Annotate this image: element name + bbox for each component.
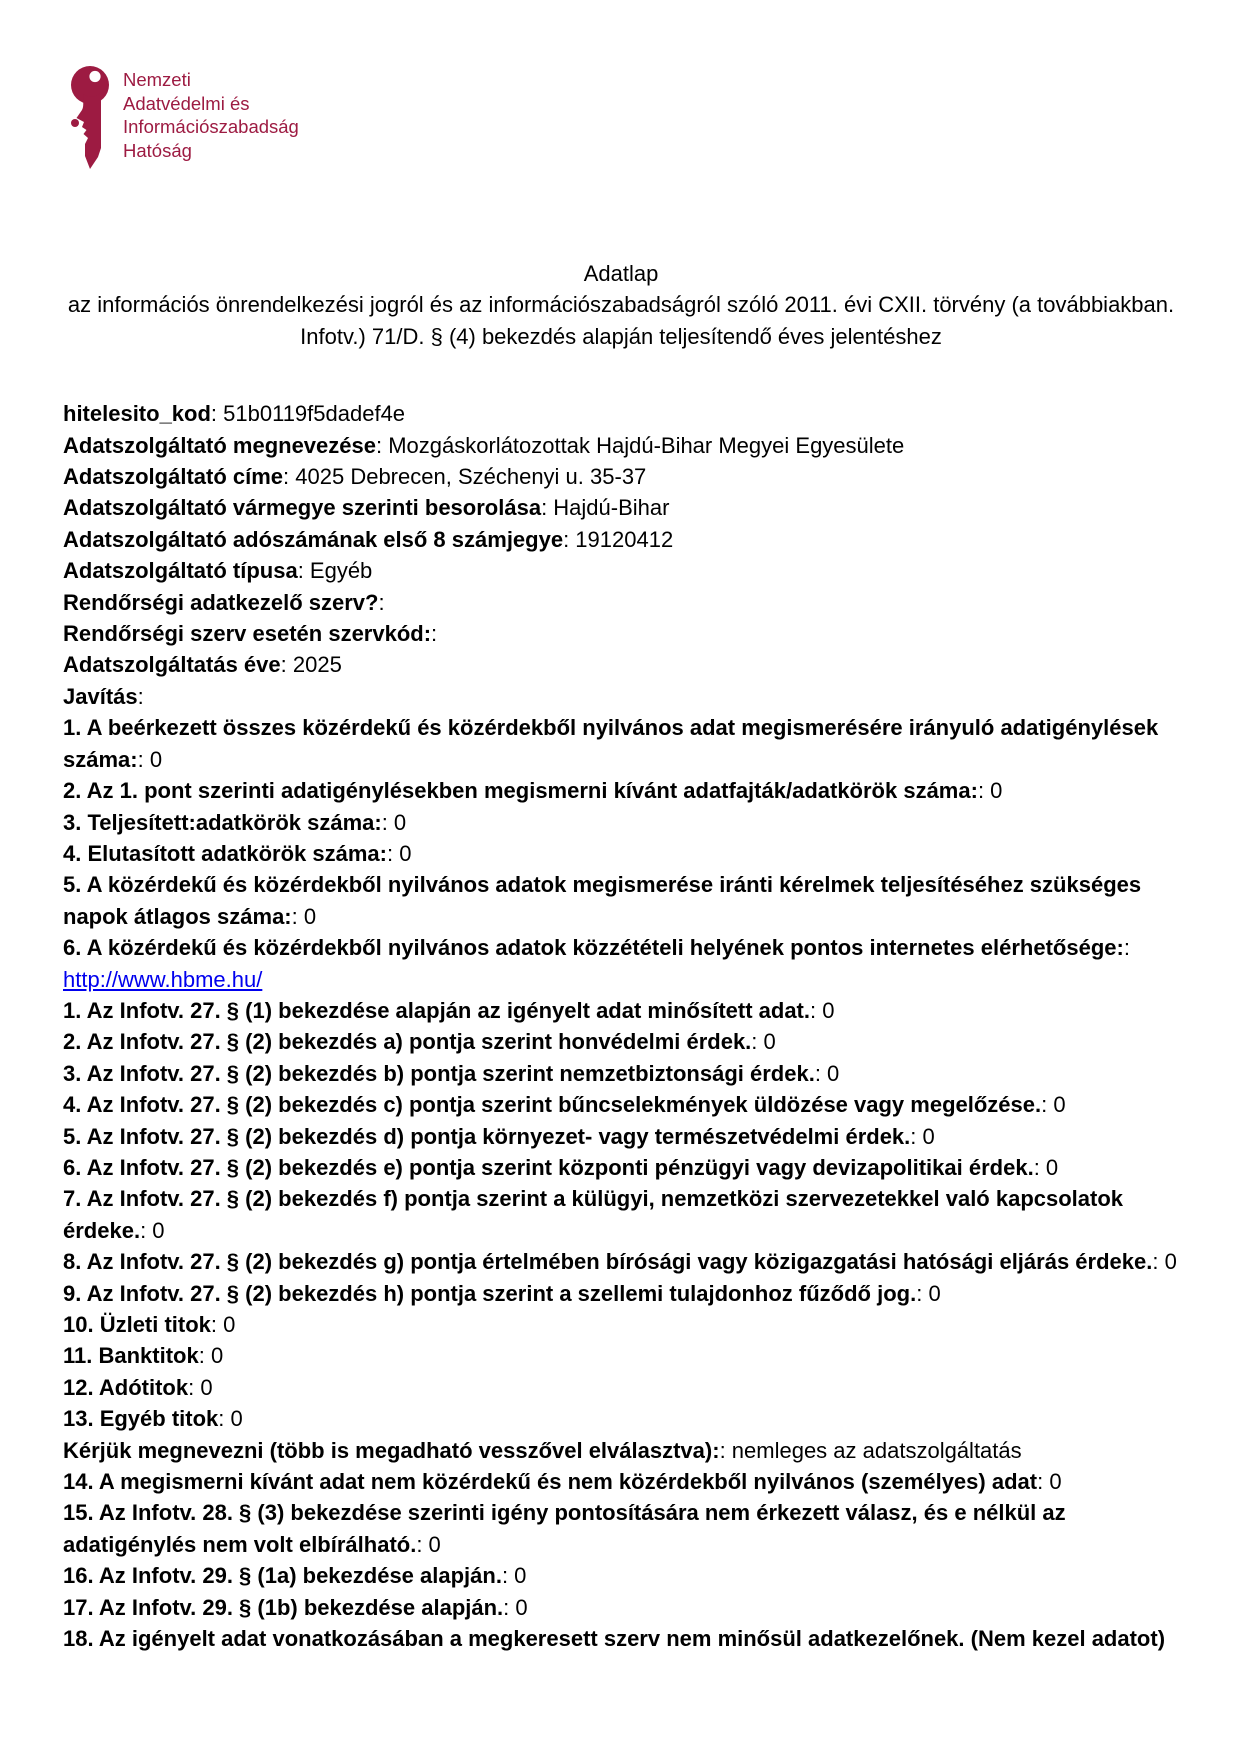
field-label: 11. Banktitok — [63, 1343, 199, 1369]
field-label: Kérjük megnevezni (több is megadható vesszővel elválasztva): — [63, 1437, 720, 1463]
field-label: 3. Teljesített:adatkörök száma: — [63, 809, 382, 835]
field-line — [63, 492, 1179, 523]
field-label: Adatszolgáltató típusa — [63, 558, 298, 584]
field-value: : 0 — [1033, 1154, 1059, 1180]
field-value: : — [431, 621, 438, 647]
field-label: 8. Az Infotv. 27. § (2) bekezdés g) pontja értelmében bírósági vagy közigazgatási hatósági eljárás érdeke. — [63, 1249, 1153, 1275]
field-value: : 51b0119f5dadef4e — [210, 401, 406, 427]
field-value: : 2025 — [280, 652, 342, 678]
field-label: 15. Az Infotv. 28. § (3) bekezdése szerinti igény pontosítására nem érkezett válasz, és e nélkül az adatigénylés nem volt elbírálható. — [63, 1500, 1066, 1557]
field-value: : 19120412 — [563, 526, 674, 552]
field-value: : Egyéb — [297, 558, 373, 584]
field-value: : 0 — [386, 840, 412, 866]
field-line — [63, 775, 1179, 806]
field-line — [63, 807, 1179, 838]
field-value: : 0 — [1037, 1469, 1062, 1495]
field-value: : 0 — [751, 1029, 776, 1055]
publication-url-link[interactable]: http://www.hbme.hu/ — [63, 966, 263, 992]
field-value: : 0 — [1152, 1249, 1177, 1275]
field-line — [63, 1183, 1179, 1246]
field-line — [63, 1089, 1179, 1120]
field-line — [63, 1246, 1179, 1277]
org-name-line: Hatóság — [123, 139, 192, 161]
field-line — [63, 1623, 1179, 1654]
field-value: : 0 — [137, 746, 163, 772]
field-line — [63, 712, 1179, 775]
field-label: 2. Az 1. pont szerinti adatigénylésekben megismerni kívánt adatfajták/adatkörök száma: — [63, 778, 978, 804]
field-label: 6. A közérdekű és közérdekből nyilvános adatok közzétételi helyének pontos internetes elérhetősége: — [63, 935, 1124, 961]
field-value: : 0 — [198, 1343, 224, 1369]
field-line — [63, 587, 1179, 618]
key-with-face-profile-icon — [71, 66, 111, 170]
field-value: : Hajdú-Bihar — [541, 495, 670, 521]
field-line — [63, 1466, 1179, 1497]
field-line — [63, 524, 1179, 555]
field-label: 17. Az Infotv. 29. § (1b) bekezdése alapján. — [63, 1594, 504, 1620]
field-line — [63, 1497, 1179, 1560]
field-line — [63, 461, 1179, 492]
field-label: 18. Az igényelt adat vonatkozásában a megkeresett szerv nem minősül adatkezelőnek. (Nem kezel adatot) — [63, 1626, 1166, 1652]
field-label: 4. Az Infotv. 27. § (2) bekezdés c) pontja szerint bűncselekmények üldözése vagy megelőzése. — [63, 1092, 1042, 1118]
field-label: Adatszolgáltató adószámának első 8 számjegye — [63, 526, 564, 552]
field-value: : 0 — [210, 1312, 236, 1337]
field-line — [63, 555, 1179, 586]
field-value: : 0 — [916, 1280, 941, 1306]
field-label: Rendőrségi szerv esetén szervkód: — [63, 621, 432, 647]
field-value: : 0 — [291, 903, 317, 929]
org-name-line: Adatvédelmi és — [123, 92, 250, 114]
field-label: 16. Az Infotv. 29. § (1a) bekezdése alapján. — [63, 1563, 502, 1589]
field-value: : 4025 Debrecen, Széchenyi u. 35-37 — [283, 464, 647, 490]
field-value: : 0 — [140, 1217, 165, 1243]
org-name-line: Nemzeti — [123, 69, 191, 90]
field-label: Rendőrségi adatkezelő szerv? — [63, 589, 379, 615]
document-content — [63, 258, 1179, 1654]
field-value: : 0 — [1041, 1092, 1066, 1118]
field-line — [63, 649, 1179, 680]
field-label: 6. Az Infotv. 27. § (2) bekezdés e) pontja szerint központi pénzügyi vagy devizapolitikai érdek. — [63, 1154, 1034, 1180]
field-line — [63, 1309, 1179, 1340]
field-label: 3. Az Infotv. 27. § (2) bekezdés b) pontja szerint nemzetbiztonsági érdek. — [63, 1060, 815, 1086]
field-line — [63, 1278, 1179, 1309]
field-line — [63, 1592, 1179, 1623]
field-value: : 0 — [814, 1060, 840, 1086]
field-value: : nemleges az adatszolgáltatás — [719, 1437, 1022, 1463]
field-line — [63, 1560, 1179, 1591]
field-label: Adatszolgáltató vármegye szerinti besorolása — [63, 495, 542, 521]
field-label: 5. A közérdekű és közérdekből nyilvános adatok megismerése iránti kérelmek teljesítéséhez szükséges napok átlagos száma: — [63, 872, 1142, 929]
field-value: : — [378, 589, 385, 615]
field-line — [63, 430, 1179, 461]
field-label: Adatszolgáltató megnevezése — [63, 432, 376, 458]
field-label: 1. Az Infotv. 27. § (1) bekezdése alapján az igényelt adat minősített adat. — [63, 997, 810, 1023]
page-subtitle: az információs önrendelkezési jogról és az információszabadságról szóló 2011. évi CXII. törvény (a továbbiakban. Infotv.) 71/D. § (4) bekezdés alapján teljesítendő éves jelentéshez — [67, 292, 1175, 349]
field-label: 14. A megismerni kívánt adat nem közérdekű és nem közérdekből nyilvános (személyes) adat — [63, 1469, 1038, 1495]
field-line — [63, 932, 1179, 963]
field-line — [63, 1435, 1179, 1466]
field-line — [63, 1026, 1179, 1057]
field-value: : 0 — [501, 1563, 527, 1589]
field-line — [63, 869, 1179, 932]
naih-org-name — [123, 66, 299, 162]
page-title: Adatlap — [583, 261, 659, 286]
field-value: : 0 — [503, 1594, 528, 1620]
naih-logo — [71, 66, 299, 170]
field-line — [63, 398, 1179, 429]
field-line — [63, 1372, 1179, 1403]
field-label: 1. A beérkezett összes közérdekű és közérdekből nyilvános adat megismerésére irányuló adatigénylések száma: — [63, 715, 1159, 772]
field-value: : 0 — [416, 1531, 441, 1557]
field-label: 5. Az Infotv. 27. § (2) bekezdés d) pontja környezet- vagy természetvédelmi érdek. — [63, 1123, 911, 1149]
field-label: Adatszolgáltató címe — [63, 464, 284, 490]
field-line — [63, 838, 1179, 869]
field-label: 2. Az Infotv. 27. § (2) bekezdés a) pontja szerint honvédelmi érdek. — [63, 1029, 752, 1055]
field-value: : 0 — [381, 809, 407, 835]
field-value: : 0 — [977, 778, 1003, 804]
field-label: Adatszolgáltatás éve — [63, 652, 281, 678]
field-label: 10. Üzleti titok — [63, 1312, 211, 1337]
field-value: : 0 — [188, 1374, 213, 1400]
link-line — [63, 964, 1179, 995]
field-label: 13. Egyéb titok — [63, 1406, 219, 1432]
field-value: : 0 — [810, 997, 835, 1023]
field-label: 4. Elutasított adatkörök száma: — [63, 840, 387, 866]
field-line — [63, 1121, 1179, 1152]
fields — [63, 398, 1179, 1654]
field-label: 12. Adótitok — [63, 1374, 189, 1400]
field-label: 9. Az Infotv. 27. § (2) bekezdés h) pontja szerint a szellemi tulajdonhoz fűződő jog. — [63, 1280, 917, 1306]
field-value: : Mozgáskorlátozottak Hajdú-Bihar Megyei Egyesülete — [375, 432, 905, 458]
field-value: : 0 — [910, 1123, 935, 1149]
field-value: : — [1123, 935, 1130, 961]
field-value: : — [137, 683, 144, 709]
field-label: 7. Az Infotv. 27. § (2) bekezdés f) pontja szerint a külügyi, nemzetközi szervezetekkel való kapcsolatok érdeke. — [63, 1186, 1124, 1243]
field-line — [63, 1340, 1179, 1371]
field-value: : 0 — [218, 1406, 243, 1432]
field-line — [63, 1152, 1179, 1183]
field-line — [63, 618, 1179, 649]
field-line — [63, 1403, 1179, 1434]
field-line — [63, 995, 1179, 1026]
field-line — [63, 681, 1179, 712]
field-label: hitelesito_kod — [63, 401, 211, 427]
field-label: Javítás — [63, 683, 138, 709]
field-line — [63, 1058, 1179, 1089]
org-name-line: Információszabadság — [123, 116, 299, 137]
